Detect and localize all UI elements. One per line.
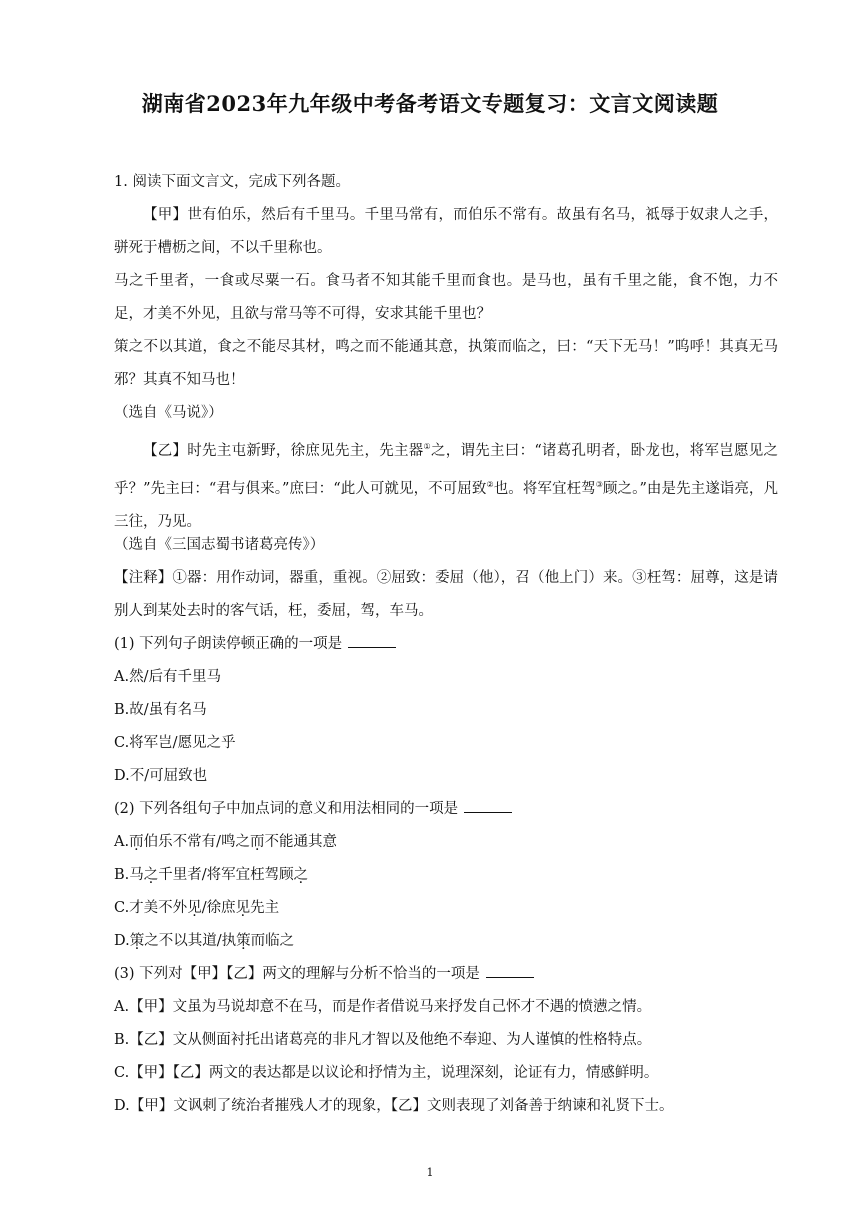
passage-yi-text-1: 【乙】时先主屯新野，徐庶见先主，先主器 [143,442,424,459]
option-q3-c[interactable]: C.【甲】【乙】两文的表达都是以议论和抒情为主，说理深刻，论证有力，情感鲜明。 [114,1065,659,1081]
dotted-word: 而 [249,834,265,850]
option-text: 不能通其意 [264,834,337,850]
option-q1-c[interactable]: C.将军岂/愿见之乎 [114,735,236,751]
sub-question-2-text: (2) 下列各组句子中加点词的意义和用法相同的一项是 [114,801,459,817]
note-marker-3: ③ [595,479,603,489]
dotted-word: 策 [236,933,251,949]
option-q2-b[interactable] [114,859,778,892]
option-text: 之不以其道/执 [144,933,237,949]
passage-jia-source: （选自《马说》） [114,405,223,421]
option-text: B.马 [114,867,144,883]
note-marker-1: ① [423,442,431,451]
option-q2-a[interactable] [114,826,778,859]
sub-question-1 [114,628,778,661]
option-text: 先主 [250,900,280,916]
dotted-word: 见 [187,900,202,916]
passage-jia-paragraph-2: 马之千里者，一食或尽粟一石。食马者不知其能千里而食也。是马也，虽有千里之能，食不饱，力不足，才美不外见，且欲与常马等不可得，安求其能千里也？ [114,273,778,322]
option-q3-a[interactable]: A.【甲】文虽为马说却意不在马，而是作者借说马来抒发自己怀才不遇的愤懑之情。 [114,999,652,1015]
option-q3-b[interactable]: B.【乙】文从侧面衬托出诸葛亮的非凡才智以及他绝不奉迎、为人谨慎的性格特点。 [114,1032,652,1048]
sub-question-3 [114,958,778,991]
option-q1-d[interactable]: D.不/可屈致也 [114,768,208,784]
question-intro: 1. 阅读下面文言文，完成下列各题。 [114,174,350,190]
option-text: 而临之 [250,933,295,949]
option-q1-a[interactable]: A.然/后有千里马 [114,669,221,685]
passage-jia-paragraph-1: 【甲】世有伯乐，然后有千里马。千里马常有，而伯乐不常有。故虽有名马，祗辱于奴隶人之手，骈死于槽枥之间，不以千里称也。 [114,207,778,256]
passage-yi-text-4: 顾之。”由是先主遂诣亮，凡三往，乃见。 [114,480,779,530]
answer-blank[interactable] [464,798,512,813]
passage-yi-paragraph [114,430,778,529]
option-text: D. [114,933,130,949]
dotted-word: 之 [293,867,309,883]
passage-yi-source: （选自《三国志蜀书诸葛亮传》） [114,537,325,553]
note-marker-2: ② [486,479,494,489]
content-body [114,166,778,1123]
option-q2-d[interactable] [114,925,778,958]
dotted-word: 见 [235,900,251,916]
passage-jia-paragraph-3: 策之不以其道，食之不能尽其材，鸣之而不能通其意，执策而临之，曰：“天下无马！”呜呼！其真无马邪？其真不知马也！ [114,339,778,388]
sub-question-1-text: (1) 下列句子朗读停顿正确的一项是 [114,636,343,652]
option-q3-d[interactable]: D.【甲】文讽刺了统治者摧残人才的现象，【乙】文则表现了刘备善于纳谏和礼贤下士。 [114,1098,674,1114]
option-q2-c[interactable] [114,892,778,925]
option-q1-b[interactable]: B.故/虽有名马 [114,702,207,718]
answer-blank[interactable] [348,633,396,648]
dotted-word: 之 [143,867,159,883]
sub-question-3-text: (3) 下列对【甲】【乙】两文的理解与分析不恰当的一项是 [114,966,480,982]
page-number: 1 [426,1166,434,1179]
passage-yi-text-3: 也。将军宜枉驾 [493,480,596,497]
option-text: 伯乐不常有/鸣之 [143,834,250,850]
option-text: A. [114,834,130,850]
option-text: 千里者/将军宜枉驾顾 [158,867,294,883]
page-title: 湖南省2023年九年级中考备考语文专题复习：文言文阅读题 [141,91,719,116]
option-text: /徐庶 [201,900,236,916]
passage-yi-text-2: 之，谓先主曰：“诸葛孔明者，卧龙也，将军岂愿见之乎？”先主曰：“君与俱来。”庶曰：“此人可就见，不可屈致 [114,442,778,497]
dotted-word: 而 [129,834,144,850]
answer-blank[interactable] [486,963,534,978]
option-text: C.才美不外 [114,900,188,916]
sub-question-2 [114,793,778,826]
dotted-word: 策 [129,933,145,949]
annotation-notes: 【注释】①器：用作动词，器重，重视。②屈致：委屈（他），召（他上门）来。③枉驾：屈尊，这是请别人到某处去时的客气话，枉，委屈，驾，车马。 [114,570,778,619]
